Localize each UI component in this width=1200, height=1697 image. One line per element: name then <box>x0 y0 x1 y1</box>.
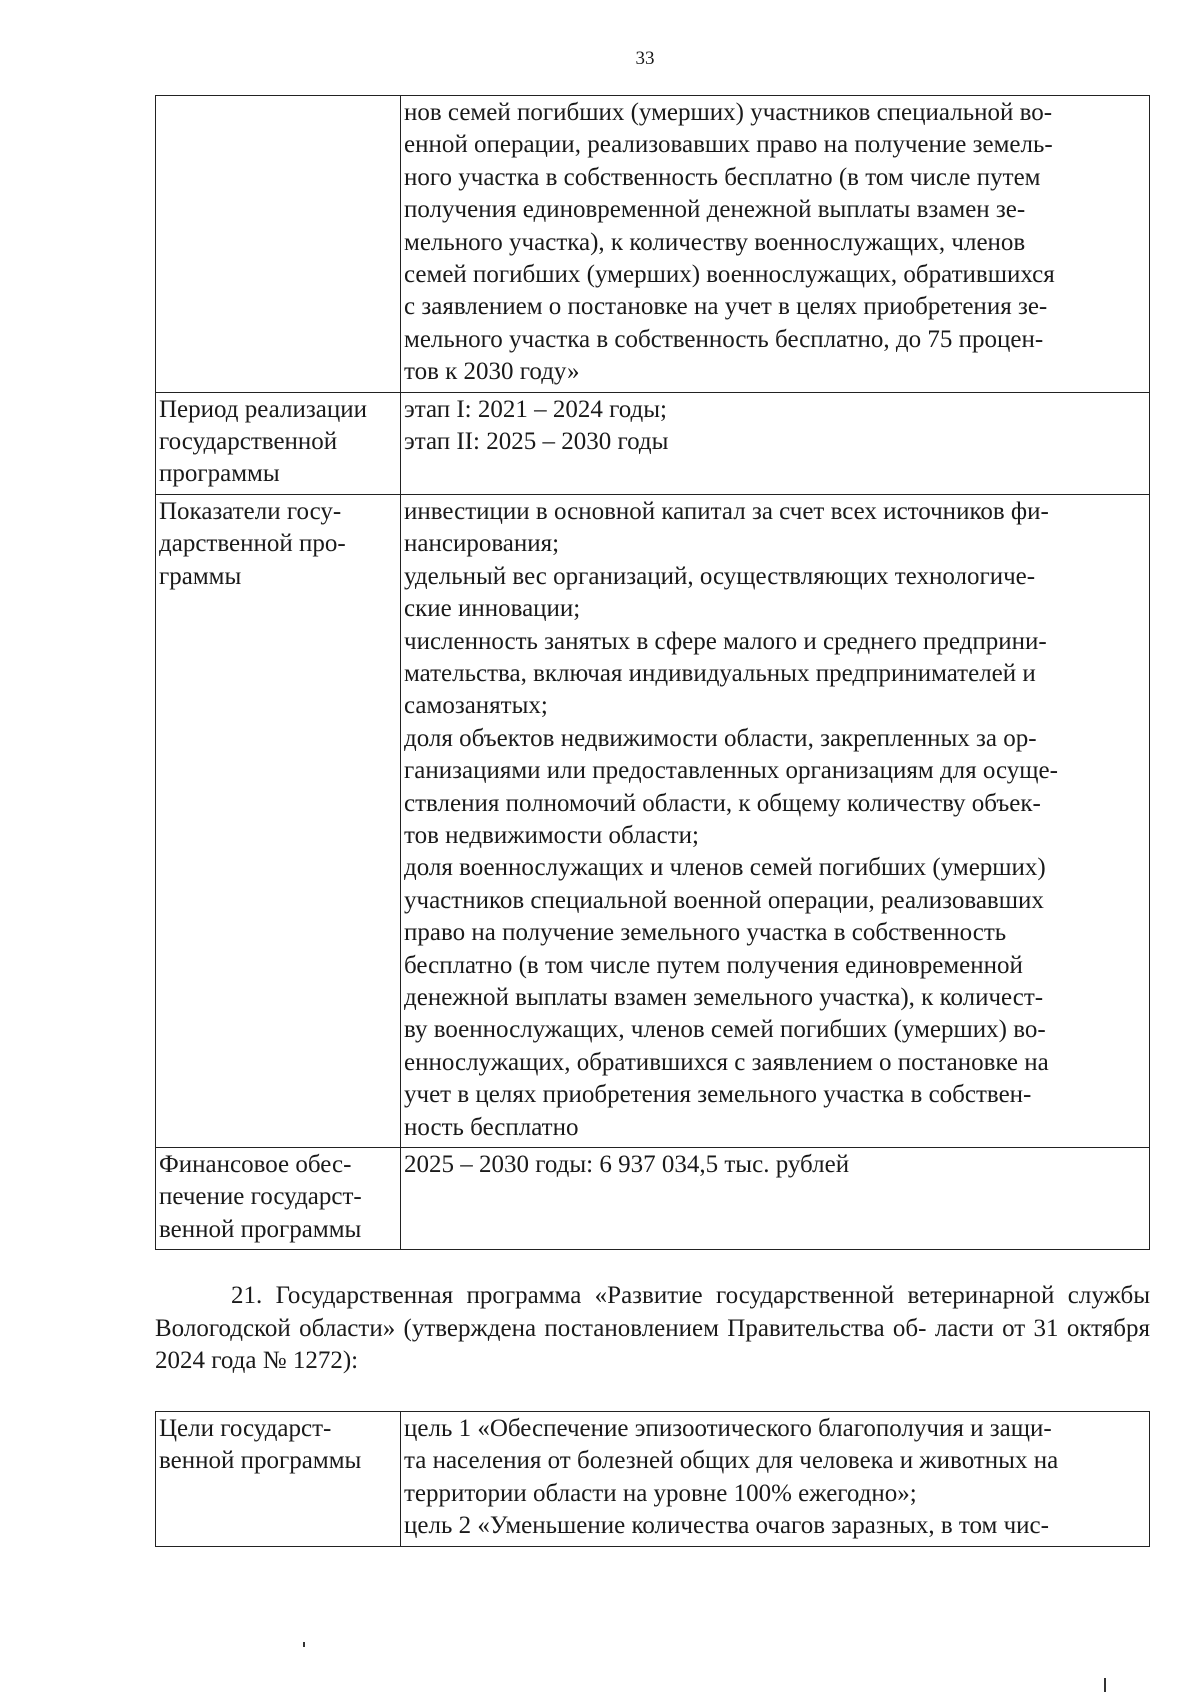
text-line: ву военнослужащих, членов семей погибших (умерших) во- <box>404 1016 1046 1044</box>
label-line: дарственной про- <box>159 530 346 558</box>
label-line: венной программы <box>159 1215 362 1243</box>
text-line: этап II: 2025 – 2030 годы <box>404 428 669 456</box>
table-row <box>156 1412 1150 1547</box>
text-line: нансирования; <box>404 530 560 558</box>
text-line: та населения от болезней общих для человека и животных на <box>404 1447 1059 1475</box>
text-line: участников специальной военной операции, реализовавших <box>404 886 1044 914</box>
text-line: ность бесплатно <box>404 1113 579 1141</box>
row-label-period <box>156 392 401 494</box>
text-line: нов семей погибших (умерших) участников специальной во- <box>404 99 1053 126</box>
text-line: ного участка в собственность бесплатно (в том числе путем <box>404 163 1041 191</box>
row-label-financing <box>156 1148 401 1250</box>
table-row <box>156 494 1150 1147</box>
text-line: с заявлением о постановке на учет в целях приобретения зе- <box>404 293 1048 321</box>
text-line: бесплатно (в том числе путем получения единовременной <box>404 951 1023 979</box>
row-label-empty <box>156 96 401 393</box>
text-line: еннослужащих, обратившихся с заявлением о постановке на <box>404 1048 1049 1076</box>
paragraph-line: 21. Государственная программа «Развитие государственной ветеринарной <box>231 1282 1055 1309</box>
text-line: численность занятых в сфере малого и среднего предприни- <box>404 627 1047 655</box>
text-line: удельный вес организаций, осуществляющих технологиче- <box>404 562 1036 590</box>
text-line: инвестиции в основной капитал за счет всех источников фи- <box>404 497 1049 525</box>
scan-mark <box>303 1642 305 1647</box>
label-line: печение государст- <box>159 1183 362 1211</box>
row-content-period <box>401 392 1150 494</box>
text-line: тов к 2030 году» <box>404 358 580 386</box>
page-number: 33 <box>635 48 655 69</box>
label-line: Показатели госу- <box>159 497 342 525</box>
text-line: мательства, включая индивидуальных предпринимателей и <box>404 659 1036 687</box>
text-line: доля военнослужащих и членов семей погибших (умерших) <box>404 854 1046 882</box>
paragraph-line: службы Вологодской области» (утверждена постановлением Правительства об- <box>155 1282 1150 1342</box>
row-label-indicators <box>156 494 401 1147</box>
text-line: цель 2 «Уменьшение количества очагов заразных, в том чис- <box>404 1512 1049 1540</box>
text-line: территории области на уровне 100% ежегодно»; <box>404 1479 917 1507</box>
row-content-indicators <box>401 494 1150 1147</box>
row-content-financing <box>401 1148 1150 1250</box>
text-line: доля объектов недвижимости области, закрепленных за ор- <box>404 724 1037 752</box>
text-line: 2025 – 2030 годы: 6 937 034,5 тыс. рублей <box>404 1151 850 1178</box>
text-line: денежной выплаты взамен земельного участка), к количест- <box>404 983 1044 1011</box>
text-line: получения единовременной денежной выплаты взамен зе- <box>404 196 1026 224</box>
text-line: мельного участка в собственность бесплатно, до 75 процен- <box>404 325 1044 353</box>
program-goals-table <box>155 1411 1150 1547</box>
text-line: ские инновации; <box>404 595 581 623</box>
program-passport-table <box>155 95 1150 1250</box>
text-line: ствления полномочий области, к общему количеству объек- <box>404 789 1041 817</box>
row-label-goals <box>156 1412 401 1547</box>
text-line: енной операции, реализовавших право на получение земель- <box>404 131 1053 159</box>
row-content-target-continuation <box>401 96 1150 393</box>
label-line: венной программы <box>159 1447 362 1475</box>
table-row <box>156 1148 1150 1250</box>
text-line: ганизациями или предоставленных организациям для осуще- <box>404 757 1058 785</box>
text-line: учет в целях приобретения земельного участка в собствен- <box>404 1081 1032 1109</box>
table-row <box>156 392 1150 494</box>
text-line: семей погибших (умерших) военнослужащих, обратившихся <box>404 261 1055 289</box>
text-line: цель 1 «Обеспечение эпизоотического благополучия и защи- <box>404 1415 1052 1442</box>
label-line: программы <box>159 460 280 488</box>
scan-mark <box>1104 1678 1106 1692</box>
label-line: Период реализации <box>159 395 367 423</box>
label-line: граммы <box>159 562 242 590</box>
text-line: этап I: 2021 – 2024 годы; <box>404 395 668 423</box>
text-line: право на получение земельного участка в собственность <box>404 919 1007 947</box>
text-line: самозанятых; <box>404 692 548 720</box>
paragraph-line: ласти от 31 октября 2024 года № 1272): <box>155 1314 1150 1374</box>
program-21-paragraph <box>155 1280 1150 1378</box>
label-line: Цели государст- <box>159 1415 332 1442</box>
text-line: тов недвижимости области; <box>404 821 699 849</box>
row-content-goals <box>401 1412 1150 1547</box>
label-line: государственной <box>159 428 338 456</box>
table-row <box>156 96 1150 393</box>
text-line: мельного участка), к количеству военнослужащих, членов <box>404 228 1026 256</box>
label-line: Финансовое обес- <box>159 1151 352 1178</box>
